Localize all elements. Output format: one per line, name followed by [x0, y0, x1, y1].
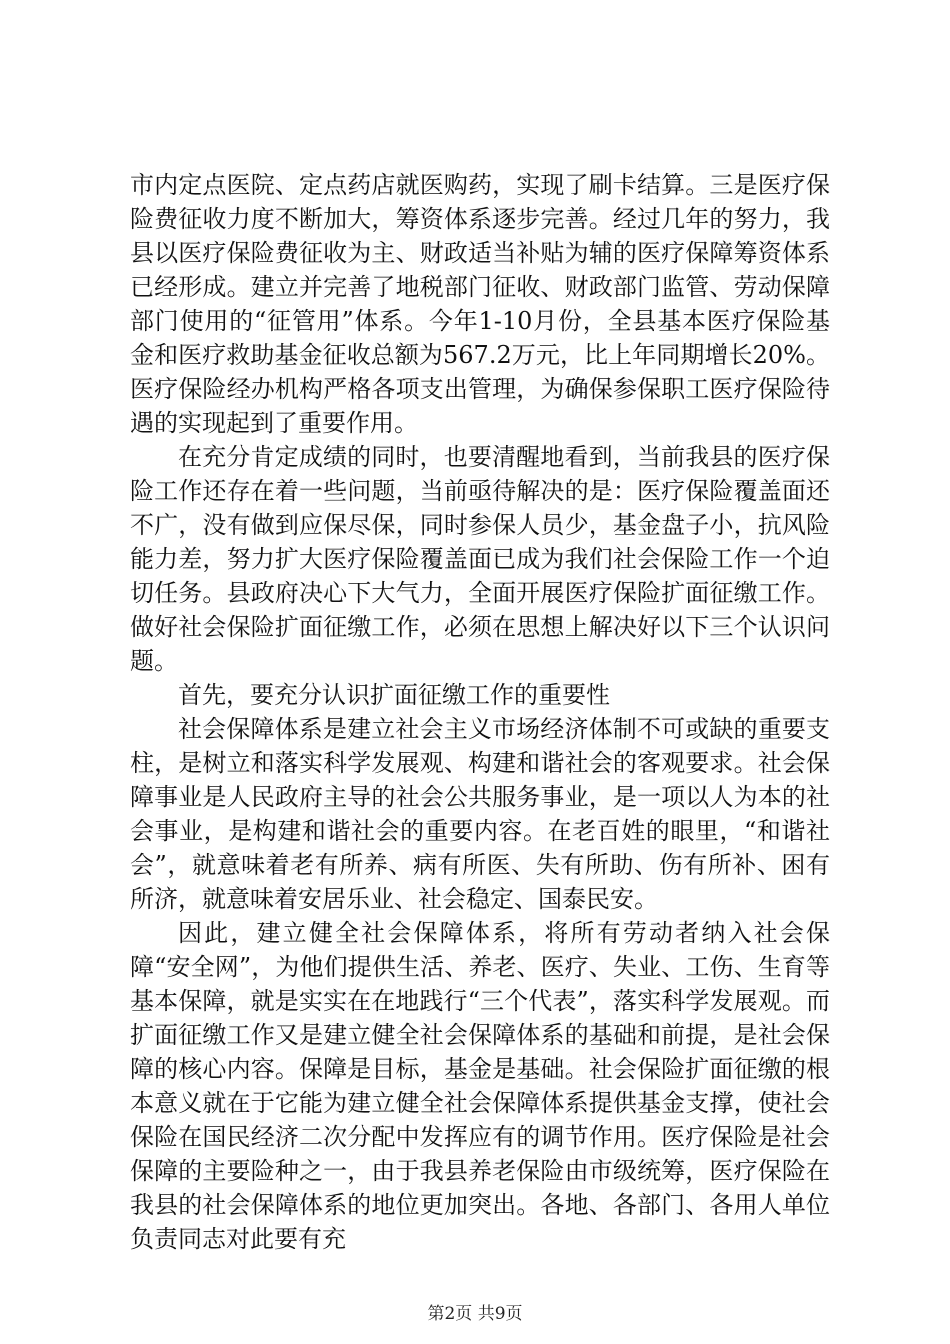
paragraph-1: 市内定点医院、定点药店就医购药，实现了刷卡结算。三是医疗保险费征收力度不断加大，筹资体系逐步完善。经过几年的努力，我县以医疗保险费征收为主、财政适当补贴为辅的医疗保障筹资体系已经形成。建立并完善了地税部门征收、财政部门监管、劳动保障部门使用的“征管用”体系。今年1-10月份，全县基本医疗保险基金和医疗救助基金征收总额为567.2万元，比上年同期增长20%。医疗保险经办机构严格各项支出管理，为确保参保职工医疗保险待遇的实现起到了重要作用。 — [130, 171, 830, 437]
paragraph-2: 在充分肯定成绩的同时，也要清醒地看到，当前我县的医疗保险工作还存在着一些问题，当前亟待解决的是：医疗保险覆盖面还不广，没有做到应保尽保，同时参保人员少，基金盘子小，抗风险能力差，努力扩大医疗保险覆盖面已成为我们社会保险工作一个迫切任务。县政府决心下大气力，全面开展医疗保险扩面征缴工作。做好社会保险扩面征缴工作，必须在思想上解决好以下三个认识问题。 — [130, 443, 830, 675]
paragraph-3: 社会保障体系是建立社会主义市场经济体制不可或缺的重要支柱，是树立和落实科学发展观、构建和谐社会的客观要求。社会保障事业是人民政府主导的社会公共服务事业，是一项以人为本的社会事业，是构建和谐社会的重要内容。在老百姓的眼里，“和谐社会”，就意味着老有所养、病有所医、失有所助、伤有所补、困有所济，就意味着安居乐业、社会稳定、国泰民安。 — [130, 715, 830, 913]
body-text — [130, 168, 830, 1256]
paragraph-4: 因此，建立健全社会保障体系，将所有劳动者纳入社会保障“安全网”，为他们提供生活、养老、医疗、失业、工伤、生育等基本保障，就是实实在在地践行“三个代表”，落实科学发展观。而扩面征缴工作又是建立健全社会保障体系的基础和前提，是社会保障的核心内容。保障是目标，基金是基础。社会保险扩面征缴的根本意义就在于它能为建立健全社会保障体系提供基金支撑，使社会保险在国民经济二次分配中发挥应有的调节作用。医疗保险是社会保障的主要险种之一，由于我县养老保险由市级统筹，医疗保险在我县的社会保障体系的地位更加突出。各地、各部门、各用人单位负责同志对此要有充 — [130, 919, 830, 1253]
section-heading: 首先，要充分认识扩面征缴工作的重要性 — [178, 681, 610, 709]
page-footer: 第2页 共9页 — [427, 1304, 523, 1324]
